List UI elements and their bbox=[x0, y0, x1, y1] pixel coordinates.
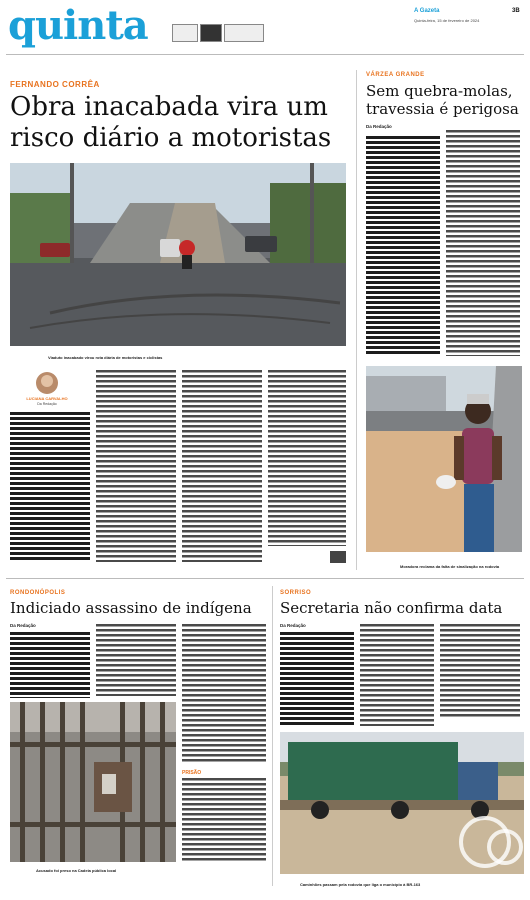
side-body-col-1 bbox=[366, 136, 440, 356]
author-avatar bbox=[36, 372, 58, 394]
side-photo-caption: Moradora reclama da falta de sinalização na rodovia bbox=[400, 564, 500, 569]
header-promo-box bbox=[224, 24, 264, 42]
header-ad-box bbox=[172, 24, 198, 42]
main-headline bbox=[10, 92, 362, 154]
side-kicker: VÁRZEA GRANDE bbox=[366, 72, 425, 78]
main-headline-line1: Obra inacabada vira um bbox=[10, 92, 328, 122]
side-photo bbox=[366, 366, 522, 552]
bottom-left-body-col-1 bbox=[10, 632, 90, 698]
bottom-right-photo-caption: Caminhões passam pela rodovia que liga o município à BR-163 bbox=[300, 882, 421, 887]
main-body-col-4 bbox=[268, 370, 346, 546]
side-headline bbox=[366, 82, 526, 118]
bottom-right-body-col-2 bbox=[360, 624, 434, 726]
bottom-left-subhead: PRISÃO bbox=[182, 770, 202, 776]
bottom-column-divider bbox=[272, 586, 273, 886]
bottom-left-body-col-3b bbox=[182, 778, 266, 862]
main-photo-caption: Viaduto inacabado virou rota diária de motoristas e ciclistas bbox=[48, 355, 163, 360]
publication-name: A Gazeta bbox=[414, 8, 440, 14]
main-body-col-1 bbox=[10, 412, 90, 560]
section-rule bbox=[6, 578, 524, 579]
woman-roadside-photo-illustration bbox=[366, 366, 522, 552]
author-name: LUCIANA CARVALHO bbox=[26, 396, 68, 401]
bottom-right-body-col-1 bbox=[280, 632, 354, 726]
main-body-col-3 bbox=[182, 370, 262, 562]
bottom-left-kicker: RONDONÓPOLIS bbox=[10, 590, 66, 596]
bottom-left-headline: Indiciado assassino de indígena bbox=[10, 599, 252, 617]
bottom-right-kicker: SORRISO bbox=[280, 590, 312, 596]
side-headline-line1: Sem quebra-molas, bbox=[366, 82, 513, 100]
side-byline: Da Redação bbox=[366, 124, 392, 129]
bottom-left-byline: Da Redação bbox=[10, 623, 36, 628]
bottom-right-byline: Da Redação bbox=[280, 623, 306, 628]
bottom-left-body-col-2 bbox=[96, 624, 176, 696]
bottom-right-body-col-3 bbox=[440, 624, 520, 718]
column-divider bbox=[356, 70, 357, 570]
qr-code-icon-main bbox=[330, 551, 346, 563]
main-body-col-2 bbox=[96, 370, 176, 562]
bottom-left-body-col-3 bbox=[182, 624, 266, 764]
date-line: Quinta-feira, 15 de fevereiro de 2024 bbox=[414, 18, 480, 23]
bottom-right-headline: Secretaria não confirma data bbox=[280, 599, 503, 617]
bottom-left-photo-caption: Acusado foi preso na Cadeia pública local bbox=[36, 868, 117, 873]
side-headline-line2: travessia é perigosa bbox=[366, 100, 519, 118]
side-body-col-2 bbox=[446, 130, 520, 356]
truck-photo-illustration bbox=[280, 732, 524, 874]
section-masthead: quinta bbox=[8, 2, 148, 49]
bottom-left-photo bbox=[10, 702, 176, 862]
bottom-right-photo bbox=[280, 732, 524, 874]
header-rule bbox=[6, 54, 524, 55]
page-number: 3B bbox=[512, 8, 520, 14]
main-headline-line2: risco diário a motoristas bbox=[10, 123, 332, 153]
main-photo bbox=[10, 163, 346, 346]
jail-gate-photo-illustration bbox=[10, 702, 176, 862]
author-role: Da Redação bbox=[37, 402, 57, 406]
viaduct-photo-illustration bbox=[10, 163, 346, 346]
main-kicker: FERNANDO CORRÊA bbox=[10, 80, 100, 89]
qr-code-icon bbox=[200, 24, 222, 42]
